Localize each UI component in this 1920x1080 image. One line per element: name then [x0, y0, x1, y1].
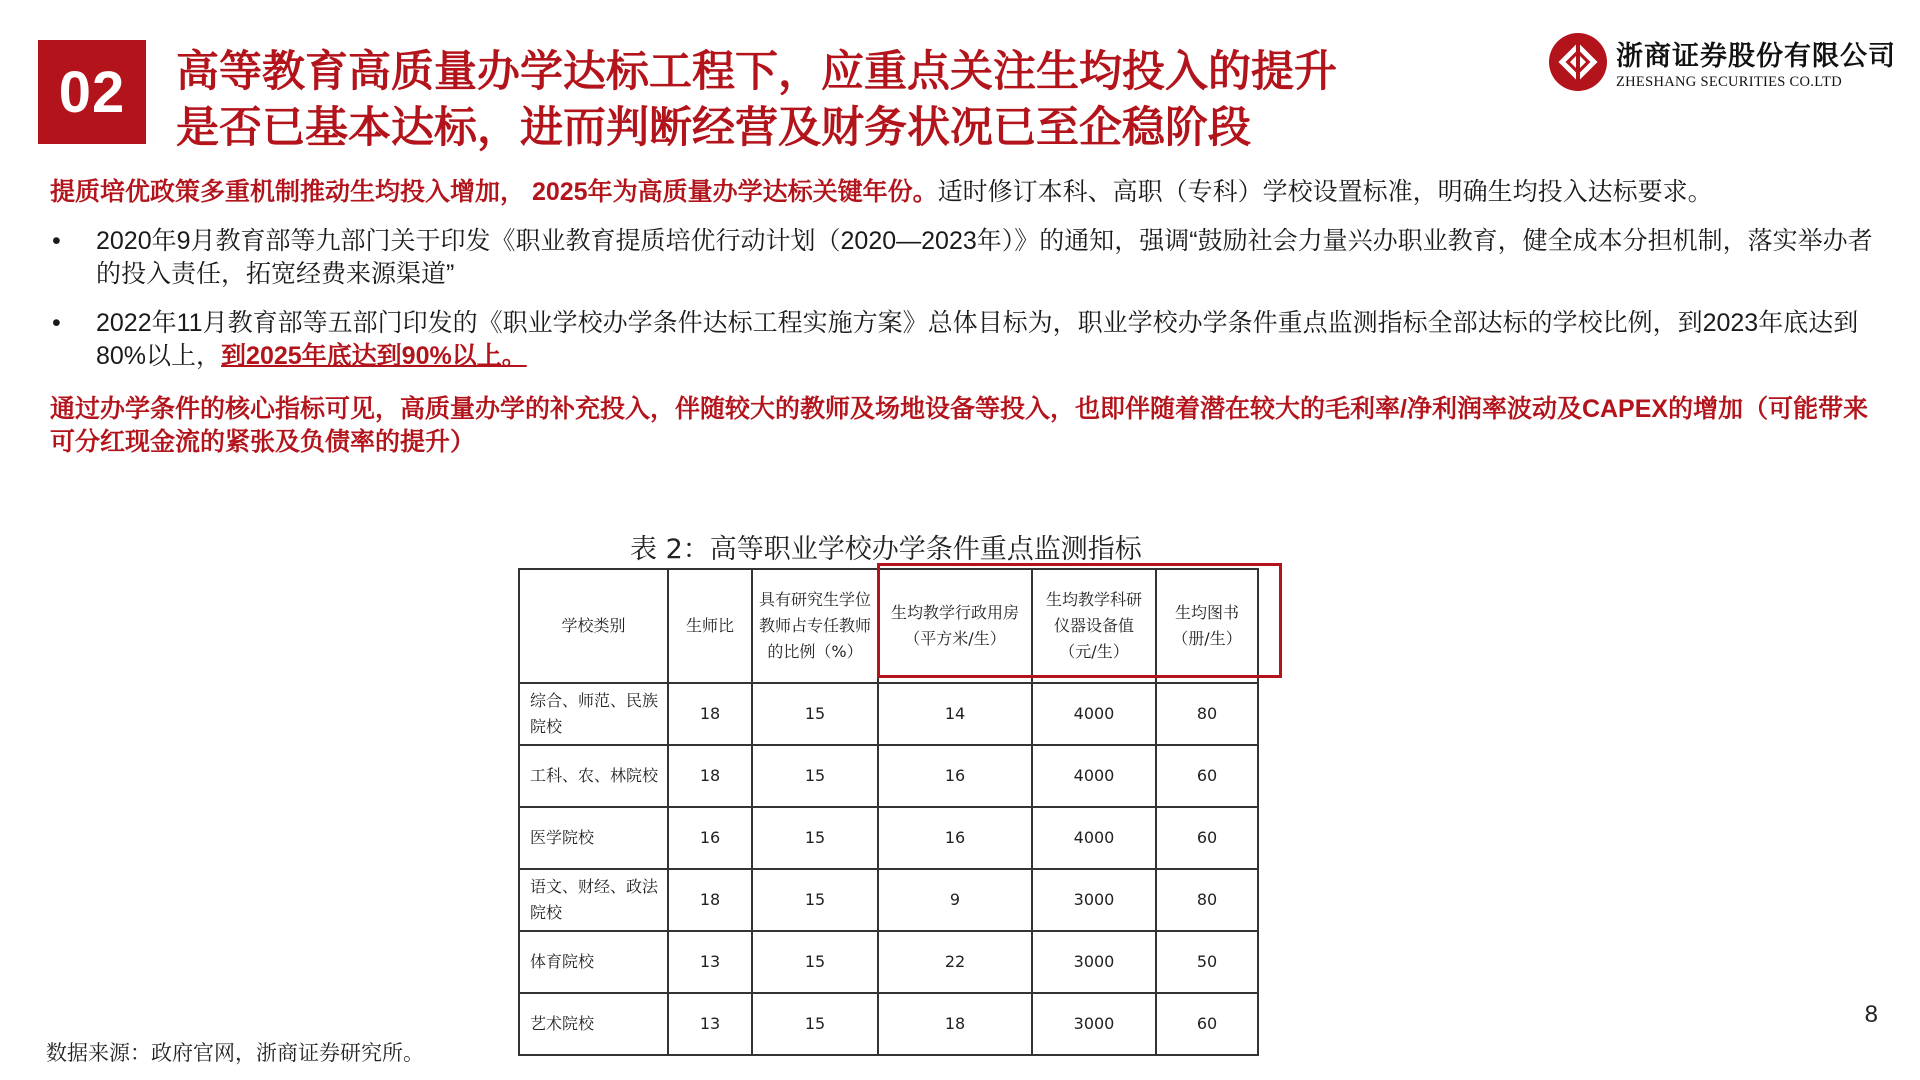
- table-header-cell: 生均教学行政用房（平方米/生）: [878, 569, 1032, 683]
- data-source-note: 数据来源：政府官网，浙商证券研究所。: [46, 1042, 424, 1065]
- table-cell: 22: [878, 931, 1032, 993]
- table-row: [519, 993, 1258, 1055]
- table-cell: 60: [1156, 745, 1258, 807]
- table-row: [519, 931, 1258, 993]
- table-header-cell: 生均图书（册/生）: [1156, 569, 1258, 683]
- table-cell: 4000: [1032, 745, 1156, 807]
- section-number-badge: 02: [38, 40, 146, 144]
- table-cell: 18: [668, 869, 752, 931]
- table-cell: 综合、师范、民族院校: [519, 683, 668, 745]
- logo-company-name-en: ZHESHANG SECURITIES CO.LTD: [1616, 73, 1842, 90]
- page-title-line-2: 是否已基本达标，进而判断经营及财务状况已至企稳阶段: [176, 104, 1251, 152]
- table-cell: 14: [878, 683, 1032, 745]
- table-cell: 13: [668, 993, 752, 1055]
- bullet-item-2: [50, 307, 1880, 373]
- table-cell: 4000: [1032, 683, 1156, 745]
- table-cell: 18: [878, 993, 1032, 1055]
- intro-highlight: 提质培优政策多重机制推动生均投入增加， 2025年为高质量办学达标关键年份。: [50, 178, 938, 206]
- table-cell: 80: [1156, 869, 1258, 931]
- conclusion-paragraph: 通过办学条件的核心指标可见，高质量办学的补充投入，伴随较大的教师及场地设备等投入，也即伴随着潜在较大的毛利率/净利润率波动及CAPEX的增加（可能带来可分红现金流的紧张及负债率的提升）: [50, 395, 1869, 456]
- table-cell: 18: [668, 745, 752, 807]
- table-row: [519, 683, 1258, 745]
- bullet-marker: •: [52, 227, 61, 255]
- logo-company-name-cn: 浙商证券股份有限公司: [1616, 40, 1896, 72]
- table-cell: 15: [752, 683, 878, 745]
- table-cell: 16: [668, 807, 752, 869]
- table-header-cell: 具有研究生学位教师占专任教师的比例（%）: [752, 569, 878, 683]
- table-caption: 表 2：高等职业学校办学条件重点监测指标: [630, 534, 1142, 565]
- table-cell: 4000: [1032, 807, 1156, 869]
- table-header-cell: 学校类别: [519, 569, 668, 683]
- table-header-cell: 生均教学科研仪器设备值（元/生）: [1032, 569, 1156, 683]
- table-cell: 18: [668, 683, 752, 745]
- table-cell: 60: [1156, 993, 1258, 1055]
- logo-text: [1616, 34, 1896, 91]
- intro-paragraph: [50, 176, 1880, 209]
- bullet-text: 2020年9月教育部等九部门关于印发《职业教育提质培优行动计划（2020—2023年）》的通知，强调“鼓励社会力量兴办职业教育，健全成本分担机制，落实举办者的投入责任，拓宽经费来源渠道”: [96, 227, 1873, 288]
- table-header-row: [519, 569, 1258, 683]
- intro-text: 适时修订本科、高职（专科）学校设置标准，明确生均投入达标要求。: [937, 178, 1713, 206]
- table-cell: 3000: [1032, 993, 1156, 1055]
- bullet-emphasis: 到2025年底达到90%以上。: [221, 342, 527, 370]
- zheshang-logo-icon: [1548, 32, 1608, 92]
- table-cell: 工科、农、林院校: [519, 745, 668, 807]
- page-title: [176, 44, 1516, 156]
- bullet-marker: •: [52, 309, 61, 337]
- company-logo: [1548, 30, 1898, 94]
- table-cell: 80: [1156, 683, 1258, 745]
- page-title-line-1: 高等教育高质量办学达标工程下，应重点关注生均投入的提升: [176, 48, 1337, 96]
- page-number: 8: [1864, 1001, 1878, 1028]
- table-cell: 60: [1156, 807, 1258, 869]
- table-cell: 15: [752, 869, 878, 931]
- table-cell: 16: [878, 807, 1032, 869]
- table-cell: 9: [878, 869, 1032, 931]
- table-cell: 50: [1156, 931, 1258, 993]
- table-cell: 16: [878, 745, 1032, 807]
- table-cell: 15: [752, 807, 878, 869]
- monitoring-indicators-table: [518, 568, 1259, 1056]
- table-cell: 15: [752, 931, 878, 993]
- table-cell: 15: [752, 745, 878, 807]
- table-cell: 艺术院校: [519, 993, 668, 1055]
- table-cell: 医学院校: [519, 807, 668, 869]
- table-cell: 3000: [1032, 869, 1156, 931]
- body-text: [50, 176, 1880, 475]
- table-cell: 体育院校: [519, 931, 668, 993]
- bullet-text: 2022年11月教育部等五部门印发的《职业学校办学条件达标工程实施方案》总体目标为，职业学校办学条件重点监测指标全部达标的学校比例，到2023年底达到80%以上，: [96, 309, 1859, 370]
- table-cell: 3000: [1032, 931, 1156, 993]
- table-row: [519, 745, 1258, 807]
- table-cell: 13: [668, 931, 752, 993]
- table-cell: 15: [752, 993, 878, 1055]
- table-row: [519, 807, 1258, 869]
- bullet-item-1: [50, 225, 1880, 291]
- table-header-cell: 生师比: [668, 569, 752, 683]
- table-row: [519, 869, 1258, 931]
- table-cell: 语文、财经、政法院校: [519, 869, 668, 931]
